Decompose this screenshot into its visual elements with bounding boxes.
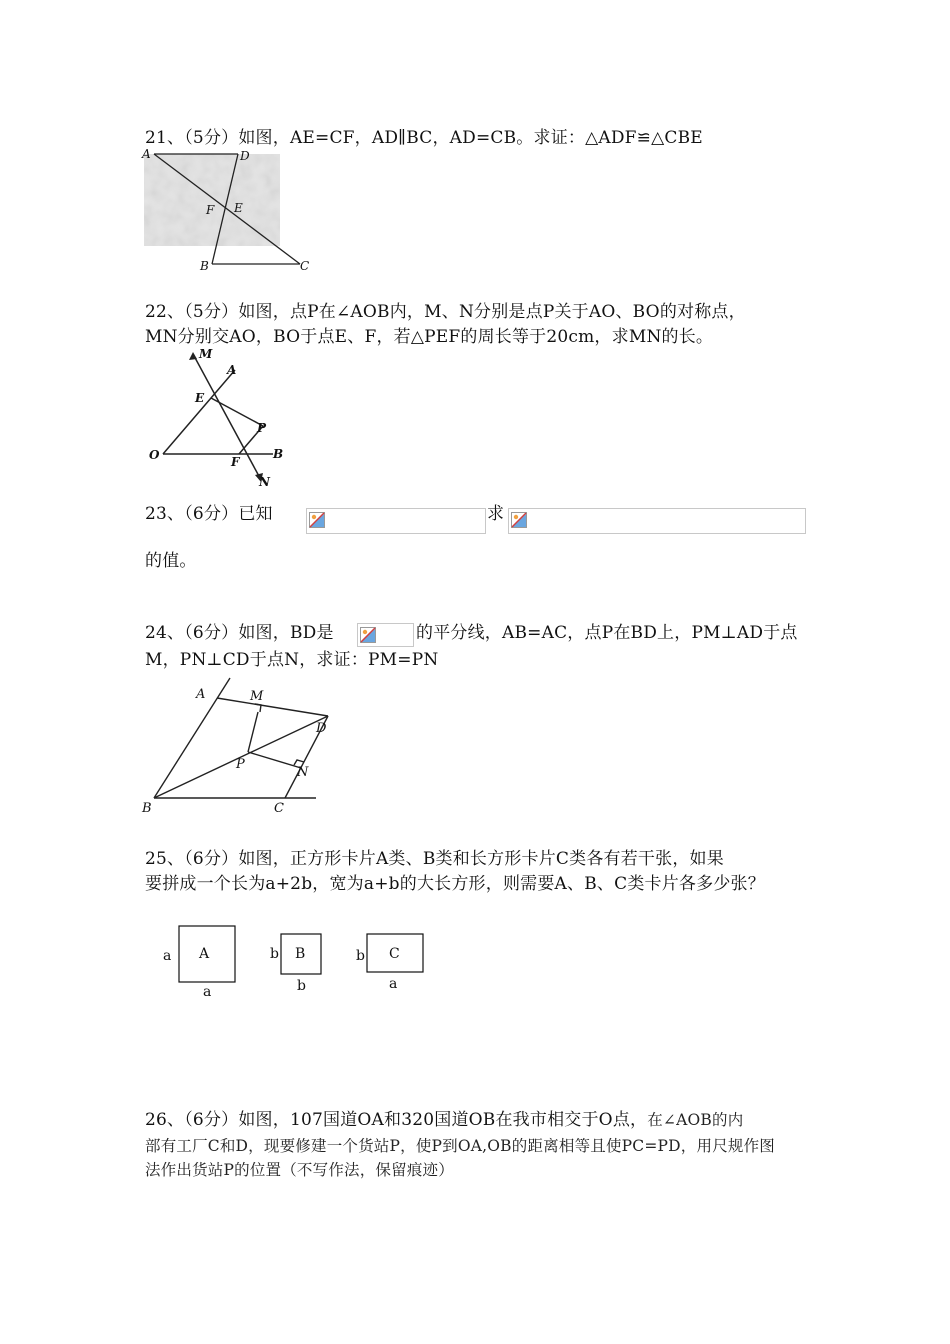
card-B-side: b <box>270 946 279 962</box>
q24-line2: M，PN⊥CD于点N，求证：PM=PN <box>145 650 439 670</box>
q23-line2: 的值。 <box>145 551 197 571</box>
label-C: C <box>274 801 284 816</box>
card-B-bottom: b <box>297 978 306 994</box>
segment-PN <box>248 752 301 768</box>
card-C-bottom: a <box>389 976 398 992</box>
q23-prefix: 23、（6分）已知 <box>145 504 273 524</box>
label-B: B <box>273 447 284 461</box>
label-M: M <box>250 689 264 704</box>
label-E: E <box>195 391 205 405</box>
q25-line1: 25、（6分）如图，正方形卡片A类、B类和长方形卡片C类各有若干张，如果 <box>145 849 724 869</box>
q26-line1 <box>145 1108 743 1132</box>
card-A-side: a <box>163 948 172 964</box>
label-E: E <box>234 201 243 215</box>
label-F: F <box>206 203 215 217</box>
q26-line3: 法作出货站P的位置（不写作法，保留痕迹） <box>145 1161 454 1179</box>
q26-line2: 部有工厂C和D，现要修建一个货站P，使P到OA,OB的距离相等且使PC=PD，用尺规作图 <box>145 1137 776 1155</box>
broken-image-icon <box>360 627 376 643</box>
label-C: C <box>300 259 310 273</box>
label-B: B <box>200 259 209 273</box>
q24-prefix: 24、（6分）如图，BD是 <box>145 623 334 643</box>
q23-mid: 求 <box>487 504 505 524</box>
q24-suffix: 的平分线，AB=AC，点P在BD上，PM⊥AD于点 <box>416 623 798 643</box>
card-C-name: C <box>389 946 400 962</box>
label-B: B <box>142 801 152 816</box>
label-A: A <box>227 363 237 377</box>
label-N: N <box>297 765 309 780</box>
q21-text: 21、（5分）如图，AE=CF，AD∥BC，AD=CB。求证：△ADF≌△CBE <box>145 128 703 148</box>
q21-figure <box>140 148 320 273</box>
segment-EP <box>211 398 263 426</box>
label-F: F <box>231 455 240 469</box>
q22-figure <box>145 344 295 490</box>
label-O: O <box>149 448 160 462</box>
card-C-side: b <box>356 948 365 964</box>
broken-image-icon <box>309 512 325 528</box>
q26-line1a: 26、（6分）如图，107国道OA和320国道OB在我市相交于O点， <box>145 1110 648 1130</box>
q26-line1b: 在∠AOB的内 <box>647 1111 744 1129</box>
label-M: M <box>199 347 213 361</box>
segment-PM <box>248 712 258 752</box>
label-A: A <box>142 148 151 161</box>
q22-line1: 22、（5分）如图，点P在∠AOB内，M、N分别是点P关于AO、BO的对称点， <box>145 302 746 322</box>
card-A-bottom: a <box>203 984 212 1000</box>
q25-figure <box>155 922 435 1002</box>
label-A: A <box>196 687 206 702</box>
card-A-name: A <box>199 946 210 962</box>
q23-formula-image-2 <box>508 508 806 534</box>
segment-AD <box>217 698 328 716</box>
label-D: D <box>316 721 327 736</box>
broken-image-icon <box>511 512 527 528</box>
q24-formula-image <box>357 623 414 647</box>
q25-line2: 要拼成一个长为a+2b，宽为a+b的大长方形，则需要A、B、C类卡片各多少张？ <box>145 874 765 894</box>
right-angle-M <box>255 704 261 712</box>
label-N: N <box>259 475 270 489</box>
q23-formula-image-1 <box>306 508 486 534</box>
label-P: P <box>236 757 245 772</box>
card-B-name: B <box>295 946 306 962</box>
label-P: P <box>257 421 267 435</box>
q22-line2: MN分别交AO，BO于点E、F，若△PEF的周长等于20cm，求MN的长。 <box>145 327 714 347</box>
label-D: D <box>240 149 250 163</box>
q24-figure <box>140 674 340 824</box>
